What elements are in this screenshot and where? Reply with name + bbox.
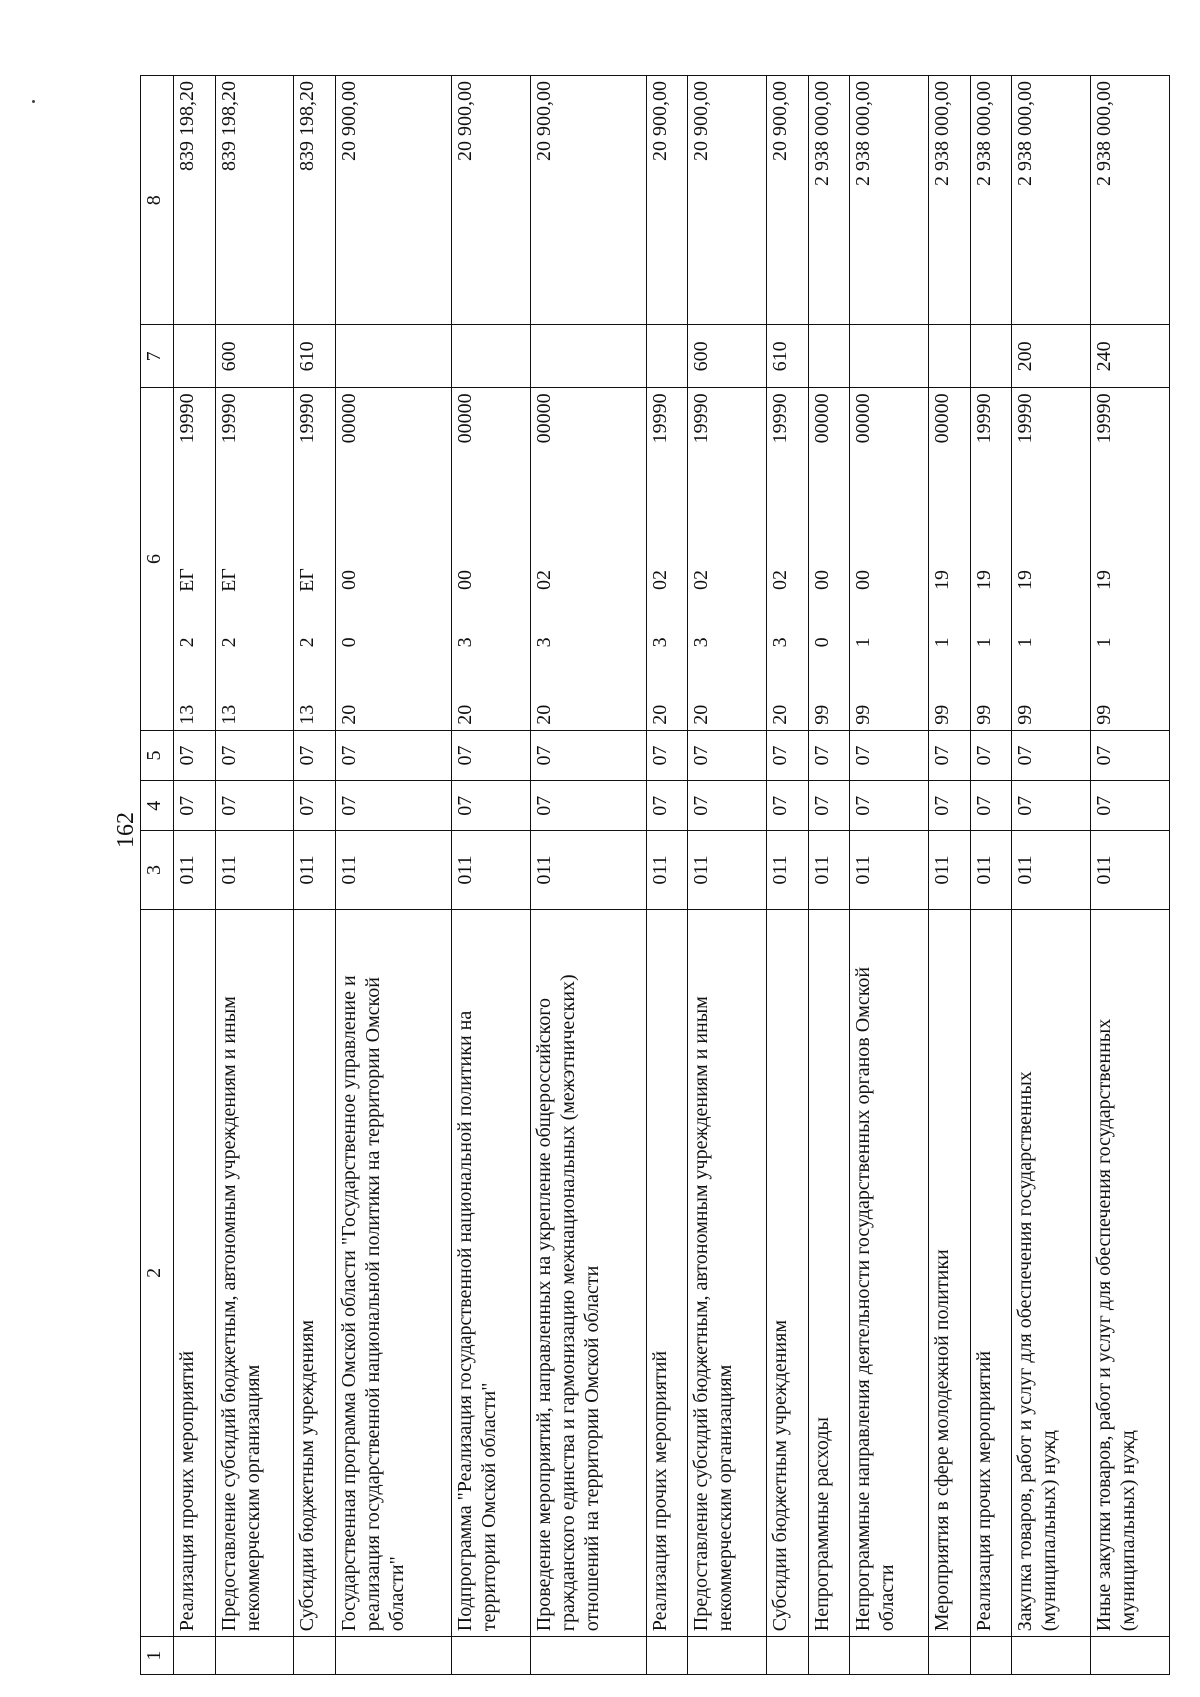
table-row [850,76,929,1675]
target-code-parts [648,393,672,724]
table-row [1012,76,1091,1675]
cell-col7: 610 [766,325,808,388]
target-code-part-p1: 99 [1014,704,1037,725]
target-code-part-p2: 3 [453,637,476,648]
target-code-part-p2: 2 [296,637,319,648]
cell-col7 [174,325,216,388]
cell-col1 [688,1637,767,1675]
target-code-part-p3: 19 [1093,570,1116,591]
cell-target-code [808,388,850,730]
target-code-part-p4 [851,496,875,530]
cell-description: Непрограммные расходы [808,909,850,1637]
target-code-parts [175,393,199,724]
cell-col5: 07 [766,730,808,780]
cell-description: Предоставление субсидий бюджетным, автономным учреждениям и иным некоммерческим организациям [215,909,294,1637]
target-code-part-p5: 00000 [338,393,361,444]
cell-col3: 011 [336,831,452,909]
cell-col5: 07 [808,730,850,780]
cell-description: Субсидии бюджетным учреждениям [294,909,336,1637]
cell-description: Субсидии бюджетным учреждениям [766,909,808,1637]
cell-col1 [646,1637,688,1675]
target-code-part-p2: 3 [532,637,555,648]
cell-description: Непрограммные направления деятельности государственных органов Омской области [850,909,929,1637]
header-row [141,76,174,1675]
table-row [688,76,767,1675]
target-code-part-p3: ЕГ [296,568,319,592]
cell-description: Проведение мероприятий, направленных на укрепление общероссийского гражданского единства и гармонизацию межнациональных (межэтнических) отношений на территории Омской области [530,909,646,1637]
cell-col5: 07 [850,730,929,780]
target-code-parts [768,393,792,724]
cell-target-code [766,388,808,730]
target-code-part-p3: 02 [768,570,791,591]
cell-col3: 011 [294,831,336,909]
target-code-part-p5: 19990 [296,393,319,444]
cell-col4: 07 [688,781,767,831]
cell-target-code [451,388,530,730]
target-code-part-p3: 00 [453,570,476,591]
cell-col4: 07 [530,781,646,831]
cell-amount: 20 900,00 [451,76,530,325]
target-code-part-p4 [930,496,954,530]
cell-target-code [970,388,1012,730]
cell-col3: 011 [850,831,929,909]
cell-amount: 20 900,00 [530,76,646,325]
target-code-part-p3: 19 [1014,570,1037,591]
cell-amount: 20 900,00 [336,76,452,325]
target-code-part-p1: 99 [972,704,995,725]
cell-amount: 2 938 000,00 [1091,76,1170,325]
cell-col5: 07 [1091,730,1170,780]
cell-col1 [970,1637,1012,1675]
cell-col3: 011 [530,831,646,909]
target-code-part-p5: 19990 [690,393,713,444]
table-row [215,76,294,1675]
target-code-part-p1: 20 [453,704,476,725]
target-code-part-p3: 00 [338,570,361,591]
target-code-part-p2: 2 [217,637,240,648]
table-row [646,76,688,1675]
table-row [1091,76,1170,1675]
cell-amount: 2 938 000,00 [850,76,929,325]
cell-col1 [530,1637,646,1675]
cell-target-code [174,388,216,730]
table-container [140,75,1170,1675]
cell-col1 [808,1637,850,1675]
cell-col5: 07 [215,730,294,780]
cell-target-code [646,388,688,730]
cell-col4: 07 [850,781,929,831]
target-code-part-p5: 00000 [532,393,555,444]
cell-col3: 011 [766,831,808,909]
target-code-parts [851,393,875,724]
budget-table [140,75,1170,1675]
target-code-part-p4 [217,496,241,530]
header-cell-6: 6 [141,388,174,730]
target-code-part-p3: 19 [931,570,954,591]
target-code-parts [337,393,361,724]
cell-col3: 011 [174,831,216,909]
cell-target-code [336,388,452,730]
cell-col3: 011 [929,831,971,909]
target-code-part-p2: 0 [810,637,833,648]
table-row [336,76,452,1675]
cell-col1 [336,1637,452,1675]
cell-col7 [929,325,971,388]
cell-col3: 011 [646,831,688,909]
target-code-parts [217,393,241,724]
target-code-part-p2: 1 [1014,637,1037,648]
cell-col7 [850,325,929,388]
target-code-part-p2: 1 [931,637,954,648]
target-code-part-p2: 3 [690,637,713,648]
target-code-part-p1: 13 [296,704,319,725]
cell-amount: 2 938 000,00 [1012,76,1091,325]
cell-amount: 839 198,20 [174,76,216,325]
cell-col3: 011 [808,831,850,909]
target-code-part-p1: 13 [176,704,198,725]
target-code-part-p4 [1092,496,1116,530]
target-code-part-p3: ЕГ [176,568,198,592]
target-code-parts [532,393,556,724]
table-row [766,76,808,1675]
target-code-parts [972,393,996,724]
cell-description: Мероприятия в сфере молодежной политики [929,909,971,1637]
cell-amount: 2 938 000,00 [929,76,971,325]
cell-target-code [1091,388,1170,730]
target-code-part-p2: 2 [176,637,198,648]
cell-col7 [808,325,850,388]
cell-description: Реализация прочих мероприятий [646,909,688,1637]
target-code-part-p4 [295,496,319,530]
cell-description: Иные закупки товаров, работ и услуг для обеспечения государственных (муниципальных) нужд [1091,909,1170,1637]
table-row [174,76,216,1675]
target-code-part-p5: 19990 [648,393,671,444]
cell-col3: 011 [1012,831,1091,909]
cell-amount: 839 198,20 [215,76,294,325]
target-code-part-p5: 19990 [176,393,198,444]
cell-col7: 600 [688,325,767,388]
cell-col4: 07 [294,781,336,831]
target-code-part-p2: 3 [648,637,671,648]
target-code-part-p4 [768,496,792,530]
cell-col3: 011 [215,831,294,909]
target-code-part-p2: 3 [768,637,791,648]
cell-col1 [1012,1637,1091,1675]
target-code-part-p5: 00000 [852,393,875,444]
cell-col4: 07 [336,781,452,831]
target-code-part-p5: 19990 [1014,393,1037,444]
target-code-part-p4 [175,496,199,530]
target-code-part-p1: 99 [810,704,833,725]
target-code-part-p1: 13 [217,704,240,725]
target-code-part-p5: 00000 [810,393,833,444]
target-code-part-p2: 1 [1093,637,1116,648]
target-code-part-p3: 00 [852,570,875,591]
cell-col4: 07 [1091,781,1170,831]
cell-amount: 839 198,20 [294,76,336,325]
target-code-part-p5: 19990 [972,393,995,444]
cell-col4: 07 [808,781,850,831]
target-code-part-p1: 99 [931,704,954,725]
target-code-part-p1: 20 [338,704,361,725]
target-code-part-p3: ЕГ [217,568,240,592]
cell-col7 [530,325,646,388]
cell-col5: 07 [646,730,688,780]
target-code-part-p4 [337,496,361,530]
cell-amount: 20 900,00 [688,76,767,325]
target-code-part-p3: 00 [810,570,833,591]
cell-target-code [294,388,336,730]
header-cell-2: 2 [141,909,174,1637]
target-code-part-p4 [648,496,672,530]
cell-col1 [451,1637,530,1675]
cell-description: Государственная программа Омской области "Государственное управление и реализация государственной национальной политики на территории Омской области" [336,909,452,1637]
target-code-parts [810,393,834,724]
cell-col5: 07 [174,730,216,780]
cell-col7 [451,325,530,388]
table-row [294,76,336,1675]
target-code-part-p1: 20 [532,704,555,725]
cell-description: Закупка товаров, работ и услуг для обеспечения государственных (муниципальных) нужд [1012,909,1091,1637]
target-code-parts [689,393,713,724]
cell-target-code [850,388,929,730]
cell-col7 [336,325,452,388]
target-code-part-p1: 99 [1093,704,1116,725]
target-code-part-p5: 19990 [768,393,791,444]
target-code-parts [930,393,954,724]
target-code-part-p4 [972,496,996,530]
cell-col7 [970,325,1012,388]
cell-col1 [1091,1637,1170,1675]
header-cell-7: 7 [141,325,174,388]
target-code-part-p2: 1 [852,637,875,648]
cell-amount: 20 900,00 [766,76,808,325]
target-code-part-p5: 19990 [1093,393,1116,444]
target-code-parts [1092,393,1116,724]
cell-description: Подпрограмма "Реализация государственной национальной политики на территории Омской области" [451,909,530,1637]
target-code-part-p4 [1013,496,1037,530]
cell-col4: 07 [970,781,1012,831]
target-code-part-p3: 19 [972,570,995,591]
cell-target-code [1012,388,1091,730]
cell-col3: 011 [1091,831,1170,909]
target-code-part-p4 [689,496,713,530]
cell-col1 [929,1637,971,1675]
target-code-part-p3: 02 [532,570,555,591]
cell-col5: 07 [336,730,452,780]
target-code-part-p3: 02 [648,570,671,591]
cell-col1 [766,1637,808,1675]
cell-col7: 200 [1012,325,1091,388]
header-cell-8: 8 [141,76,174,325]
target-code-part-p1: 20 [690,704,713,725]
cell-col1 [174,1637,216,1675]
cell-col5: 07 [970,730,1012,780]
target-code-part-p5: 00000 [931,393,954,444]
cell-col5: 07 [688,730,767,780]
cell-description: Реализация прочих мероприятий [970,909,1012,1637]
cell-col5: 07 [294,730,336,780]
target-code-parts [1013,393,1037,724]
cell-col4: 07 [929,781,971,831]
target-code-part-p1: 20 [648,704,671,725]
header-cell-1: 1 [141,1637,174,1675]
scan-speck [32,100,35,103]
target-code-part-p4 [532,496,556,530]
cell-amount: 2 938 000,00 [970,76,1012,325]
cell-col7: 240 [1091,325,1170,388]
cell-col7 [646,325,688,388]
cell-description: Реализация прочих мероприятий [174,909,216,1637]
header-cell-4: 4 [141,781,174,831]
cell-col5: 07 [530,730,646,780]
cell-target-code [688,388,767,730]
cell-col4: 07 [766,781,808,831]
rotated-page-content [140,75,1170,1675]
target-code-part-p1: 99 [852,704,875,725]
cell-col4: 07 [1012,781,1091,831]
cell-col7: 610 [294,325,336,388]
table-row [451,76,530,1675]
target-code-part-p2: 0 [338,637,361,648]
header-cell-5: 5 [141,730,174,780]
cell-col4: 07 [215,781,294,831]
cell-col3: 011 [451,831,530,909]
table-row [808,76,850,1675]
cell-target-code [215,388,294,730]
cell-col4: 07 [174,781,216,831]
cell-col3: 011 [688,831,767,909]
cell-col4: 07 [451,781,530,831]
page-number: 162 [113,812,139,848]
cell-target-code [929,388,971,730]
table-row [530,76,646,1675]
cell-col1 [294,1637,336,1675]
cell-col1 [215,1637,294,1675]
target-code-parts [453,393,477,724]
table-row [929,76,971,1675]
cell-target-code [530,388,646,730]
target-code-part-p4 [453,496,477,530]
cell-col7: 600 [215,325,294,388]
cell-description: Предоставление субсидий бюджетным, автономным учреждениям и иным некоммерческим организациям [688,909,767,1637]
target-code-part-p1: 20 [768,704,791,725]
cell-col4: 07 [646,781,688,831]
header-cell-3: 3 [141,831,174,909]
cell-amount: 2 938 000,00 [808,76,850,325]
table-row [970,76,1012,1675]
target-code-parts [295,393,319,724]
target-code-part-p5: 19990 [217,393,240,444]
target-code-part-p2: 1 [972,637,995,648]
cell-col1 [850,1637,929,1675]
target-code-part-p4 [810,496,834,530]
cell-col5: 07 [929,730,971,780]
cell-amount: 20 900,00 [646,76,688,325]
cell-col5: 07 [451,730,530,780]
cell-col5: 07 [1012,730,1091,780]
cell-col3: 011 [970,831,1012,909]
target-code-part-p5: 00000 [453,393,476,444]
target-code-part-p3: 02 [690,570,713,591]
